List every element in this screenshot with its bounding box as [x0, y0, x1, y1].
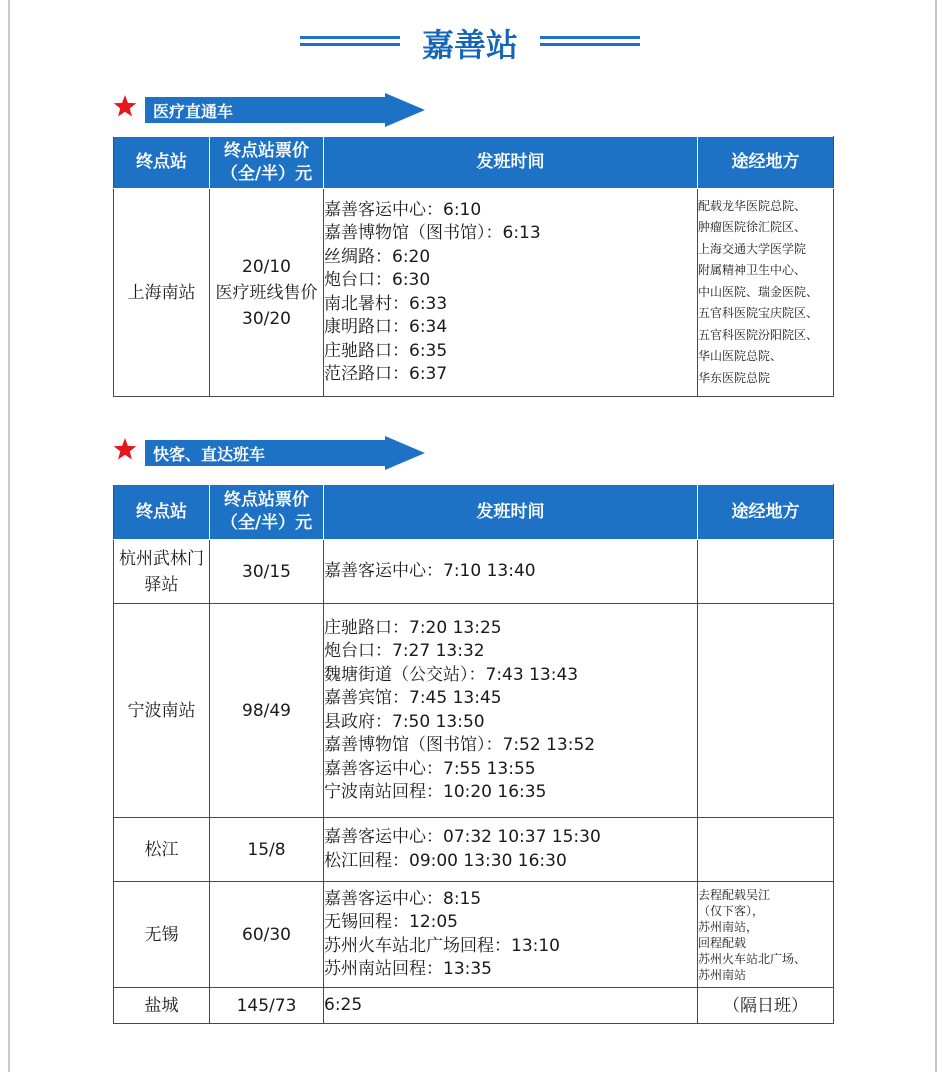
price-cell: 15/8	[210, 818, 324, 882]
price-cell: 20/10 医疗班线售价 30/20	[210, 189, 324, 397]
table-row	[114, 189, 834, 397]
destination-cell: 上海南站	[114, 189, 210, 397]
price-cell: 98/49	[210, 604, 324, 818]
header-via: 途经地方	[698, 485, 834, 540]
destination-cell: 松江	[114, 818, 210, 882]
via-cell: 配载龙华医院总院、 肿瘤医院徐汇院区、 上海交通大学医学院 附属精神卫生中心、 中山医院、瑞金医院、 五官科医院宝庆院区、 五官科医院汾阳院区、 华山医院总院、 华东医院总院	[698, 189, 834, 397]
medical-schedule-table	[113, 136, 834, 397]
table-row	[114, 988, 834, 1024]
destination-cell: 宁波南站	[114, 604, 210, 818]
section-label-text: 快客、直达班车	[153, 445, 266, 464]
page-title: 嘉善站	[421, 26, 518, 64]
express-schedule-table	[113, 484, 834, 1024]
header-destination: 终点站	[114, 137, 210, 189]
page-edge-left	[8, 0, 10, 1072]
times-cell: 庄驰路口：7:20 13:25 炮台口：7:27 13:32 魏塘街道（公交站）：7:43 13:43 嘉善宾馆：7:45 13:45 县政府：7:50 13:50 嘉善博物馆（图书馆）：7:52 13:52 嘉善客运中心：7:55 13:55 宁波南站回程：10:20 16:35	[324, 604, 698, 818]
price-cell: 145/73	[210, 988, 324, 1024]
star-icon	[113, 94, 137, 118]
section-label-medical	[113, 93, 413, 127]
table-row	[114, 882, 834, 988]
destination-cell: 盐城	[114, 988, 210, 1024]
section-label-text: 医疗直通车	[153, 102, 234, 121]
header-destination: 终点站	[114, 485, 210, 540]
times-cell: 嘉善客运中心：6:10 嘉善博物馆（图书馆）：6:13 丝绸路：6:20 炮台口：6:30 南北暑村：6:33 康明路口：6:34 庄驰路口：6:35 范泾路口：6:37	[324, 189, 698, 397]
times-cell: 6:25	[324, 988, 698, 1024]
header-price: 终点站票价 （全/半）元	[210, 137, 324, 189]
header-price: 终点站票价 （全/半）元	[210, 485, 324, 540]
table-header-row	[114, 137, 834, 189]
table-row	[114, 540, 834, 604]
destination-cell: 杭州武林门 驿站	[114, 540, 210, 604]
via-cell: （隔日班）	[698, 988, 834, 1024]
header-via: 途经地方	[698, 137, 834, 189]
table-row	[114, 604, 834, 818]
via-cell	[698, 540, 834, 604]
via-cell: 去程配载吴江 （仅下客）， 苏州南站， 回程配载 苏州火车站北广场、 苏州南站	[698, 882, 834, 988]
via-cell	[698, 604, 834, 818]
header-departure-time: 发班时间	[324, 485, 698, 540]
title-decoration-left	[300, 36, 400, 50]
via-cell	[698, 818, 834, 882]
times-cell: 嘉善客运中心：8:15 无锡回程：12:05 苏州火车站北广场回程：13:10 苏州南站回程：13:35	[324, 882, 698, 988]
title-decoration-right	[540, 36, 640, 50]
section-label-express	[113, 436, 413, 470]
table-header-row	[114, 485, 834, 540]
table-row	[114, 818, 834, 882]
page-edge-right	[935, 0, 937, 1072]
price-cell: 30/15	[210, 540, 324, 604]
times-cell: 嘉善客运中心：07:32 10:37 15:30 松江回程：09:00 13:30 16:30	[324, 818, 698, 882]
times-cell: 嘉善客运中心：7:10 13:40	[324, 540, 698, 604]
price-cell: 60/30	[210, 882, 324, 988]
page-header	[0, 16, 943, 66]
header-departure-time: 发班时间	[324, 137, 698, 189]
star-icon	[113, 437, 137, 461]
destination-cell: 无锡	[114, 882, 210, 988]
